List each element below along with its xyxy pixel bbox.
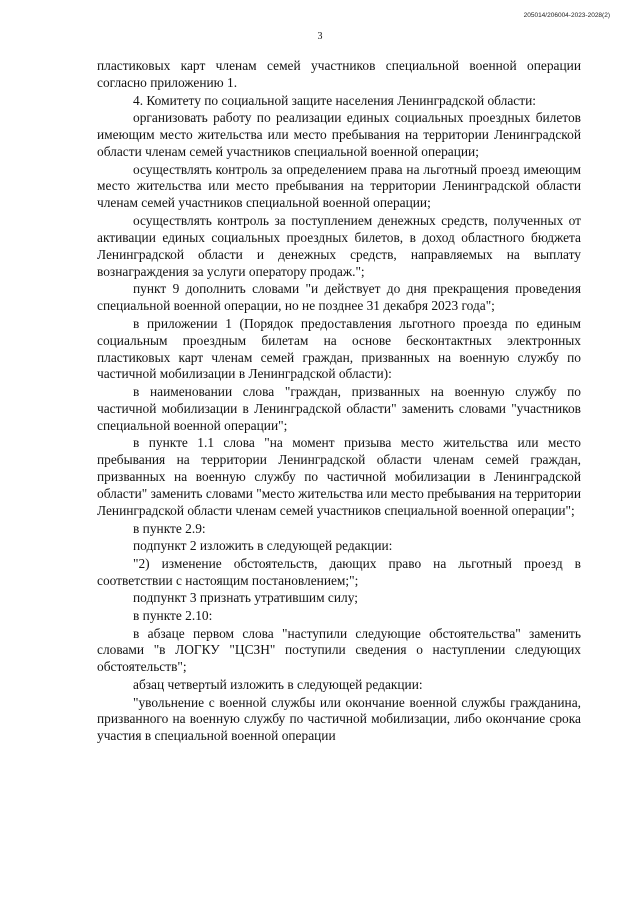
page-number: 3 (317, 31, 323, 42)
paragraph: в приложении 1 (Порядок предоставления льготного проезда по единым социальным проездным билетам на основе бесконтактных электронных пластиковых карт членам семей граждан, призванных на военную службу по частичной мобилизации в Ленинградской области): (97, 315, 581, 382)
paragraph: 4. Комитету по социальной защите населения Ленинградской области: (133, 92, 536, 108)
paragraph: в наименовании слова "граждан, призванных на военную службу по частичной мобилизации в Ленинградской области" заменить словами "участников специальной военной операции"; (97, 384, 581, 433)
paragraph: осуществлять контроль за поступлением денежных средств, полученных от активации единых социальных проездных билетов, в доход областного бюджета Ленинградской области и денежных средств, направляемых на выплату вознаграждения за услуги оператору продаж."; (97, 212, 581, 279)
document-id: 205014/206004-2023-2028(2) (523, 12, 610, 19)
paragraph: подпункт 3 признать утратившим силу; (133, 590, 358, 606)
paragraph: в пункте 1.1 слова "на момент призыва место жительства или место пребывания на территории Ленинградской области членам семей граждан, призванных на военную службу по частичной мобилизации в Ленинградской области" заменить словами "место жительства или место пребывания на территории Ленинградской области членам семей участников специальной военной операции"; (97, 435, 581, 519)
paragraph: в абзаце первом слова "наступили следующие обстоятельства" заменить словами "в ЛОГКУ "ЦСЗН" поступили сведения о наступлении следующих обстоятельств"; (97, 625, 581, 675)
paragraph: в пункте 2.10: (133, 607, 213, 623)
paragraph: "2) изменение обстоятельств, дающих право на льготный проезд в соответствии с настоящим постановлением;"; (97, 555, 581, 588)
paragraph: пункт 9 дополнить словами "и действует до дня прекращения проведения специальной военной операции, но не позднее 31 декабря 2023 года"; (97, 281, 581, 314)
document-body (97, 58, 581, 746)
paragraph: осуществлять контроль за определением права на льготный проезд имеющим место жительства или место пребывания на территории Ленинградской области членам семей участников специальной военной операции; (97, 161, 581, 211)
paragraph: пластиковых карт членам семей участников специальной военной операции согласно приложению 1. (97, 58, 581, 90)
paragraph: организовать работу по реализации единых социальных проездных билетов имеющим место жительства или место пребывания на территории Ленинградской области членам семей участников специальной военной операции; (97, 110, 581, 159)
paragraph: в пункте 2.9: (133, 520, 206, 536)
paragraph: абзац четвертый изложить в следующей редакции: (133, 676, 423, 692)
paragraph: подпункт 2 изложить в следующей редакции: (133, 538, 393, 554)
paragraph: "увольнение с военной службы или окончание военной службы гражданина, призванного на военную службу по частичной мобилизации, либо окончание срока участия в специальной военной операции (97, 694, 581, 744)
